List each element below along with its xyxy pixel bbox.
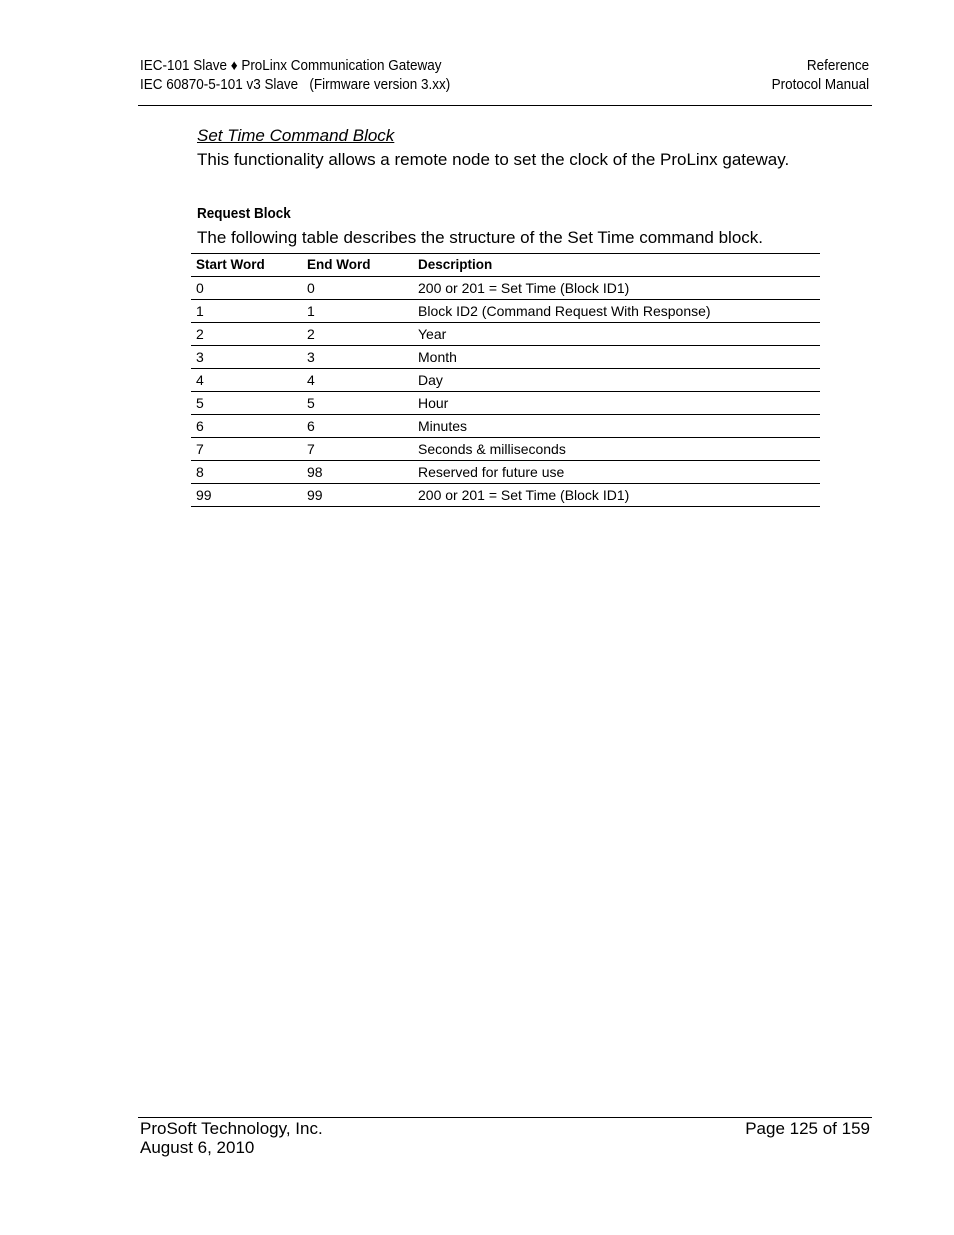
cell-description: Seconds & milliseconds (413, 438, 820, 461)
section-title: Set Time Command Block (197, 126, 395, 145)
cell-start-word: 5 (191, 392, 302, 415)
cell-start-word: 99 (191, 484, 302, 507)
table-row (191, 461, 820, 484)
cell-start-word: 3 (191, 346, 302, 369)
cell-end-word: 5 (302, 392, 413, 415)
footer-date: August 6, 2010 (140, 1138, 255, 1157)
cell-description: Reserved for future use (413, 461, 820, 484)
cell-end-word: 7 (302, 438, 413, 461)
header-divider (138, 105, 872, 106)
cell-end-word: 0 (302, 277, 413, 300)
cell-description: Block ID2 (Command Request With Response) (413, 300, 820, 323)
cell-end-word: 6 (302, 415, 413, 438)
table-header-row (191, 254, 820, 277)
cell-description: 200 or 201 = Set Time (Block ID1) (413, 277, 820, 300)
table-row (191, 415, 820, 438)
cell-end-word: 98 (302, 461, 413, 484)
cell-start-word: 2 (191, 323, 302, 346)
cell-description: Year (413, 323, 820, 346)
cell-start-word: 1 (191, 300, 302, 323)
table-row (191, 323, 820, 346)
cell-start-word: 8 (191, 461, 302, 484)
table-row (191, 484, 820, 507)
footer-left (140, 1119, 323, 1157)
cell-description: Day (413, 369, 820, 392)
cell-end-word: 2 (302, 323, 413, 346)
table-row (191, 300, 820, 323)
header-left (140, 57, 450, 95)
table-row (191, 277, 820, 300)
header-product-line: IEC-101 Slave ♦ ProLinx Communication Gateway (140, 58, 442, 74)
cell-description: 200 or 201 = Set Time (Block ID1) (413, 484, 820, 507)
table-row (191, 369, 820, 392)
cell-start-word: 0 (191, 277, 302, 300)
table-body (191, 277, 820, 507)
table-intro: The following table describes the structure of the Set Time command block. (197, 228, 763, 247)
column-header-description: Description (413, 254, 820, 277)
cell-end-word: 3 (302, 346, 413, 369)
header-section-name: Reference (806, 58, 870, 74)
cell-end-word: 99 (302, 484, 413, 507)
table-row (191, 392, 820, 415)
request-block-heading: Request Block (197, 205, 291, 222)
column-header-end-word: End Word (302, 254, 413, 277)
column-header-start-word: Start Word (191, 254, 302, 277)
cell-start-word: 7 (191, 438, 302, 461)
cell-start-word: 4 (191, 369, 302, 392)
header-protocol-line: IEC 60870-5-101 v3 Slave (Firmware version 3.xx) (140, 77, 451, 93)
section-intro: This functionality allows a remote node to set the clock of the ProLinx gateway. (197, 150, 790, 169)
cell-description: Minutes (413, 415, 820, 438)
cell-end-word: 1 (302, 300, 413, 323)
cell-start-word: 6 (191, 415, 302, 438)
table-row (191, 346, 820, 369)
set-time-table (191, 253, 820, 507)
cell-end-word: 4 (302, 369, 413, 392)
header-right (772, 57, 869, 95)
footer-company: ProSoft Technology, Inc. (140, 1119, 323, 1138)
cell-description: Hour (413, 392, 820, 415)
table-row (191, 438, 820, 461)
footer-divider (138, 1117, 872, 1118)
footer-page-number: Page 125 of 159 (745, 1119, 870, 1138)
header-manual-name: Protocol Manual (771, 77, 870, 93)
cell-description: Month (413, 346, 820, 369)
